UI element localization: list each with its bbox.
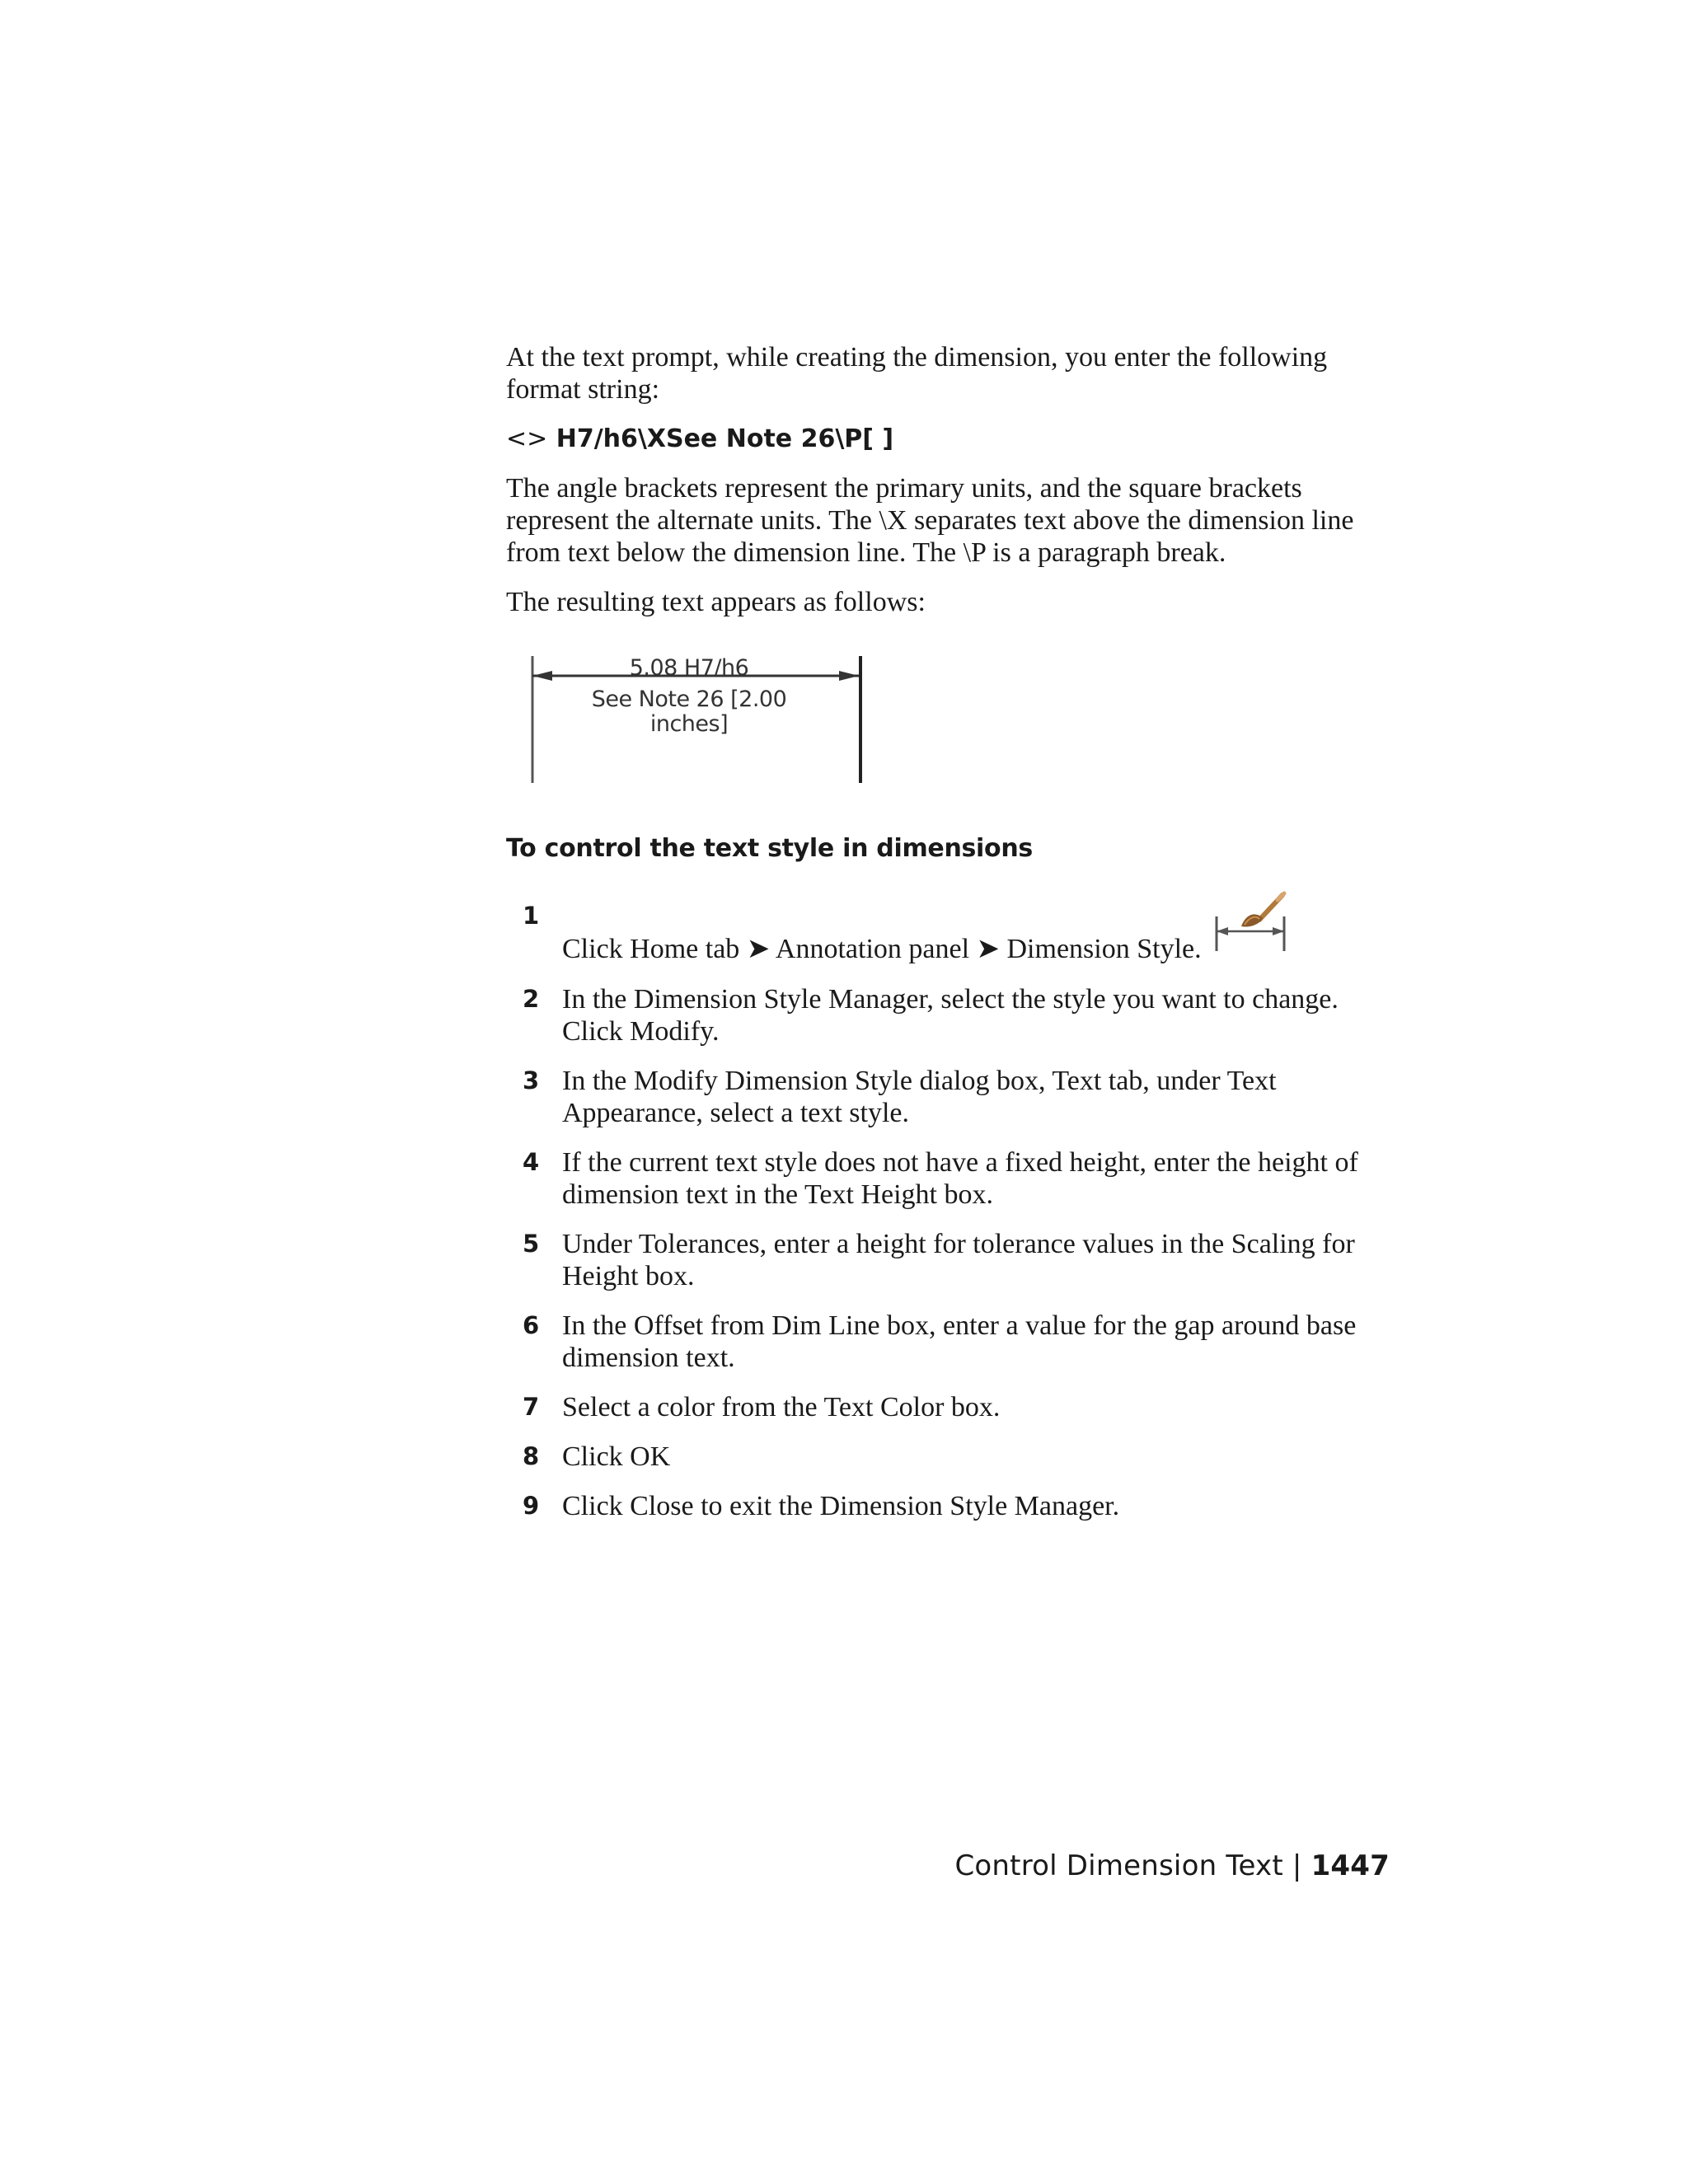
procedure-heading: To control the text style in dimensions <box>506 834 1033 863</box>
step-text: Select a color from the Text Color box. <box>562 1392 1001 1422</box>
step-text: Click Home tab ➤ Annotation panel ➤ Dimension Style. <box>562 934 1202 964</box>
step-item <box>506 1310 1396 1374</box>
step-item <box>506 1228 1396 1292</box>
step-number: 8 <box>523 1442 540 1470</box>
step-item <box>506 900 1396 966</box>
step-item <box>506 983 1396 1047</box>
dimension-text-line3: inches] <box>649 711 729 737</box>
step-text: Under Tolerances, enter a height for tolerance values in the Scaling for Height box. <box>562 1229 1355 1291</box>
step-text: In the Offset from Dim Line box, enter a value for the gap around base dimension text. <box>562 1310 1357 1373</box>
result-paragraph: The resulting text appears as follows: <box>506 587 926 617</box>
dimension-text-above: 5.08 H7/h6 <box>629 655 749 681</box>
step-text: Click OK <box>562 1441 671 1472</box>
format-string-brackets: <> <box>506 424 548 453</box>
footer-section-title: Control Dimension Text | <box>954 1849 1311 1882</box>
procedure-steps <box>506 900 1396 1522</box>
page-number: 1447 <box>1311 1849 1390 1882</box>
step-number: 7 <box>523 1393 540 1421</box>
step-text: Click Close to exit the Dimension Style Manager. <box>562 1491 1120 1521</box>
step-number: 4 <box>523 1148 540 1176</box>
format-string-body: H7/h6\XSee Note 26\P[ ] <box>547 424 894 453</box>
step-number: 5 <box>523 1230 540 1258</box>
step-item <box>506 1441 1396 1473</box>
dimension-text-below <box>565 687 813 737</box>
dimension-text-line2: See Note 26 [2.00 <box>591 687 787 712</box>
step-number: 3 <box>523 1066 540 1094</box>
step-text: If the current text style does not have a fixed height, enter the height of dimension text in the Text Height box. <box>562 1147 1358 1210</box>
step-number: 2 <box>523 985 540 1013</box>
intro-paragraph: At the text prompt, while creating the dimension, you enter the following format string: <box>506 342 1328 405</box>
page-content <box>506 341 1396 1540</box>
step-item <box>506 1146 1396 1211</box>
dimension-figure <box>516 651 862 791</box>
step-item <box>506 1065 1396 1129</box>
step-number: 6 <box>523 1311 540 1339</box>
step-text: In the Dimension Style Manager, select the style you want to change. Click Modify. <box>562 984 1339 1047</box>
dimension-style-icon <box>1212 888 1291 954</box>
step-number: 1 <box>523 902 540 930</box>
explanation-paragraph: The angle brackets represent the primary units, and the square brackets represent the alternate units. The \X separates text above the dimension line from text below the dimension line. The \P is a paragraph break. <box>506 473 1354 568</box>
format-string <box>506 423 1396 455</box>
step-number: 9 <box>523 1492 540 1520</box>
step-item <box>506 1490 1396 1522</box>
page-footer <box>954 1849 1390 1882</box>
step-text: In the Modify Dimension Style dialog box, Text tab, under Text Appearance, select a text style. <box>562 1066 1277 1128</box>
step-item <box>506 1391 1396 1423</box>
